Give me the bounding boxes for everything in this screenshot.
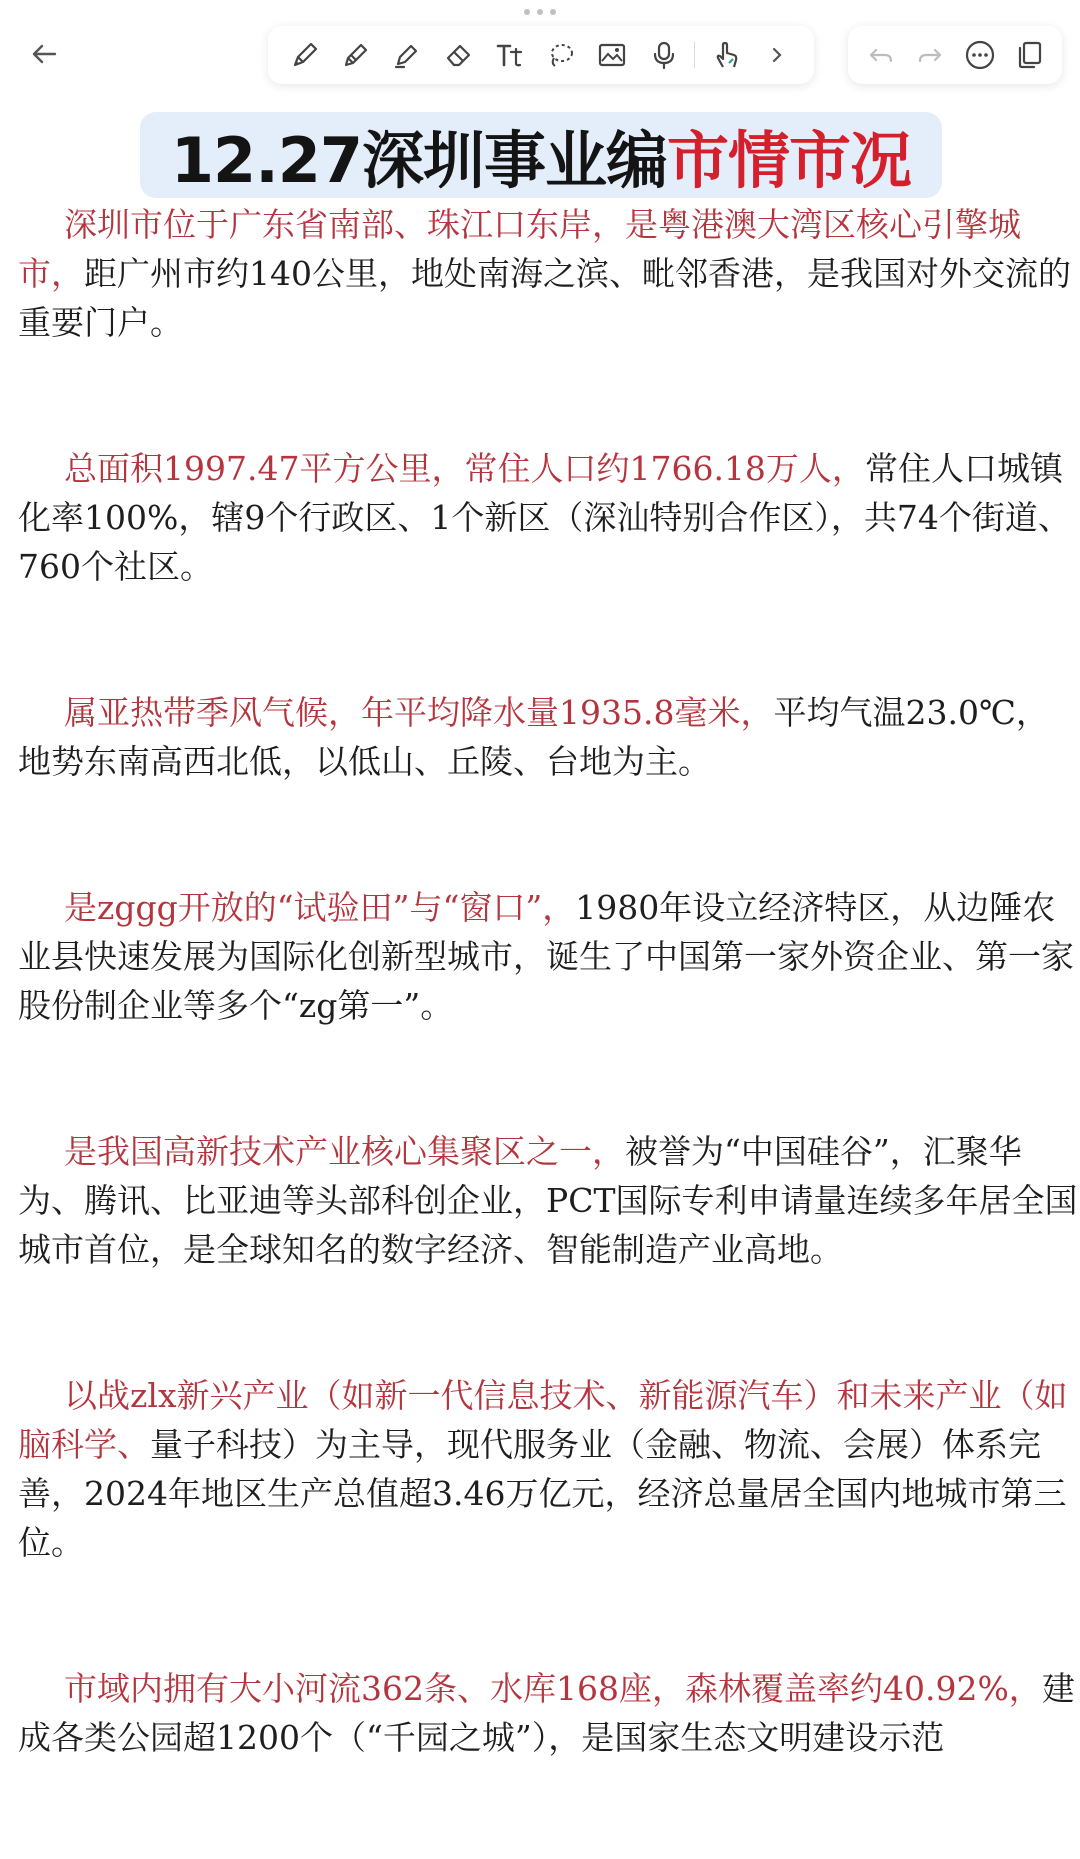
more-icon xyxy=(964,39,996,71)
voice-tool-button[interactable] xyxy=(641,32,686,78)
more-tools-button[interactable] xyxy=(755,32,800,78)
pen-tool-button[interactable] xyxy=(282,32,327,78)
paragraph-highlight: 市域内拥有大小河流362条、水库168座，森林覆盖率约40.92%， xyxy=(64,1669,1042,1708)
redo-icon xyxy=(917,44,943,66)
paragraph-climate xyxy=(18,688,1078,786)
paragraph-text: 1980年设立经济特区，从边陲农业县快速发展为国际化创新型城市，诞生了中国第一家外资企业、第一家股份制企业等多个“zg第一”。 xyxy=(18,888,1074,1025)
eraser-icon xyxy=(443,39,475,71)
pen-icon xyxy=(289,39,321,71)
image-icon xyxy=(596,39,628,71)
paragraph-highlight: 总面积1997.47平方公里，常住人口约1766.18万人， xyxy=(64,449,865,488)
paragraph-text: 建成各类公园超1200个（“千园之城”），是国家生态文明建设示范 xyxy=(18,1669,1075,1757)
paragraph-highlight: 深圳市位于广东省南部、珠江口东岸，是粤港澳大湾区核心引擎城市， xyxy=(18,205,1021,293)
paragraph-text: 平均气温23.0℃，地势东南高西北低，以低山、丘陵、台地为主。 xyxy=(18,693,1049,781)
paragraph-highlight: 是zggg开放的“试验田”与“窗口”， xyxy=(64,888,576,927)
redo-button[interactable] xyxy=(908,33,952,77)
text-icon xyxy=(494,39,526,71)
marker-tool-button[interactable] xyxy=(333,32,378,78)
highlighter-icon xyxy=(391,39,423,71)
pages-button[interactable] xyxy=(1007,33,1051,77)
back-button[interactable] xyxy=(22,32,66,76)
paragraph-highlight: 是我国高新技术产业核心集聚区之一， xyxy=(64,1132,625,1171)
title-main: 12.27深圳事业编 xyxy=(170,123,668,197)
text-tool-button[interactable] xyxy=(487,32,532,78)
lasso-icon xyxy=(545,39,577,71)
more-options-button[interactable] xyxy=(958,33,1002,77)
page-title xyxy=(140,112,942,198)
paragraph-history xyxy=(18,883,1078,1030)
lasso-tool-button[interactable] xyxy=(538,32,583,78)
eraser-tool-button[interactable] xyxy=(436,32,481,78)
image-tool-button[interactable] xyxy=(590,32,635,78)
paragraph-text: 量子科技）为主导，现代服务业（金融、物流、会展）体系完善，2024年地区生产总值超3.46万亿元，经济总量居全国内地城市第三位。 xyxy=(18,1425,1067,1562)
touch-tool-button[interactable] xyxy=(703,32,748,78)
article-body xyxy=(18,200,1078,1859)
paragraph-highlight: 属亚热带季风气候，年平均降水量1935.8毫米， xyxy=(64,693,774,732)
title-highlight: 市情市况 xyxy=(667,123,912,197)
undo-button[interactable] xyxy=(859,33,903,77)
back-icon xyxy=(31,43,57,65)
paragraph-highlight: 以战zlx新兴产业（如新一代信息技术、新能源汽车）和未来产业（如脑科学、 xyxy=(18,1376,1068,1464)
paragraph-tech-industry xyxy=(18,1127,1078,1274)
paragraph-location xyxy=(18,200,1078,347)
toolbar-divider xyxy=(694,42,695,68)
title-banner xyxy=(140,112,942,198)
paragraph-area-population xyxy=(18,444,1078,591)
paragraph-economy xyxy=(18,1371,1078,1567)
paragraph-text: 距广州市约140公里，地处南海之滨、毗邻香港，是我国对外交流的重要门户。 xyxy=(18,254,1071,342)
paragraph-text: 常住人口城镇化率100%，辖9个行政区、1个新区（深汕特别合作区），共74个街道、760个社区。 xyxy=(18,449,1071,586)
paragraph-ecology xyxy=(18,1664,1078,1762)
marker-icon xyxy=(340,39,372,71)
undo-icon xyxy=(868,44,894,66)
edit-toolbar xyxy=(848,26,1062,84)
microphone-icon xyxy=(648,39,680,71)
drawing-toolbar xyxy=(268,26,814,84)
paragraph-text: 被誉为“中国硅谷”，汇聚华为、腾讯、比亚迪等头部科创企业，PCT国际专利申请量连续多年居全国城市首位，是全球知名的数字经济、智能制造产业高地。 xyxy=(18,1132,1078,1269)
pages-icon xyxy=(1013,39,1045,71)
chevron-right-icon xyxy=(769,45,785,65)
drag-handle[interactable] xyxy=(524,8,556,16)
touch-icon xyxy=(710,39,742,71)
highlighter-tool-button[interactable] xyxy=(385,32,430,78)
